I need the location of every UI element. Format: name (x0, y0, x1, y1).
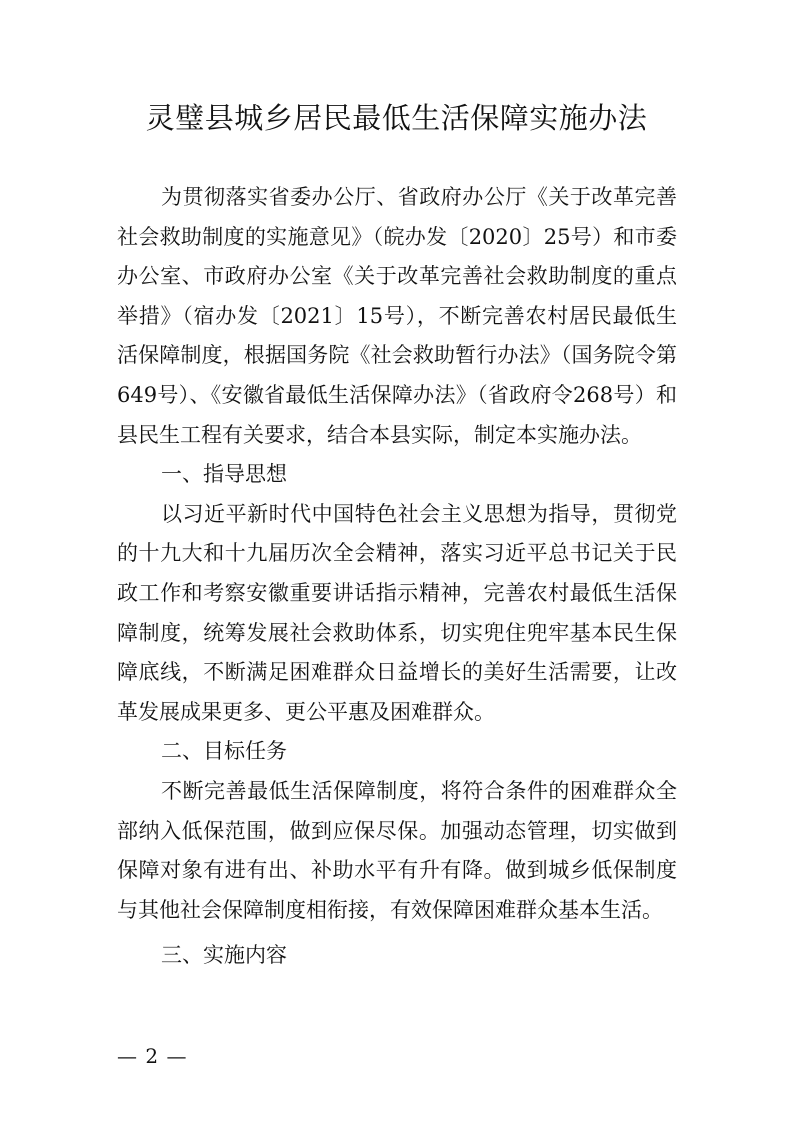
document-body (117, 178, 677, 976)
document-title: 灵璧县城乡居民最低生活保障实施办法 (145, 101, 648, 135)
section-heading-implementation: 三、实施内容 (161, 943, 287, 968)
section-heading-guiding-ideology: 一、指导思想 (161, 462, 287, 487)
intro-paragraph: 为贯彻落实省委办公厅、省政府办公厅《关于改革完善社会救助制度的实施意见》（皖办发〔2020〕25号）和市委办公室、市政府办公室《关于改革完善社会救助制度的重点举措》（宿办发〔2021〕15号），不断完善农村居民最低生活保障制度，根据国务院《社会救助暂行办法》（国务院令第649号）、《安徽省最低生活保障办法》（省政府令268号）和县民生工程有关要求，结合本县实际，制定本实施办法。 (117, 185, 677, 447)
section-text-objectives: 不断完善最低生活保障制度，将符合条件的困难群众全部纳入低保范围，做到应保尽保。加强动态管理，切实做到保障对象有进有出、补助水平有升有降。做到城乡低保制度与其他社会保障制度相衔接，有效保障困难群众基本生活。 (117, 778, 677, 922)
section-text-guiding-ideology: 以习近平新时代中国特色社会主义思想为指导，贯彻党的十九大和十九届历次全会精神，落实习近平总书记关于民政工作和考察安徽重要讲话指示精神，完善农村最低生活保障制度，统筹发展社会救助体系，切实兜住兜牢基本民生保障底线，不断满足困难群众日益增长的美好生活需要，让改革发展成果更多、更公平惠及困难群众。 (117, 501, 677, 724)
section-heading-objectives: 二、目标任务 (161, 739, 287, 764)
page-number: — 2 — (117, 1044, 188, 1068)
